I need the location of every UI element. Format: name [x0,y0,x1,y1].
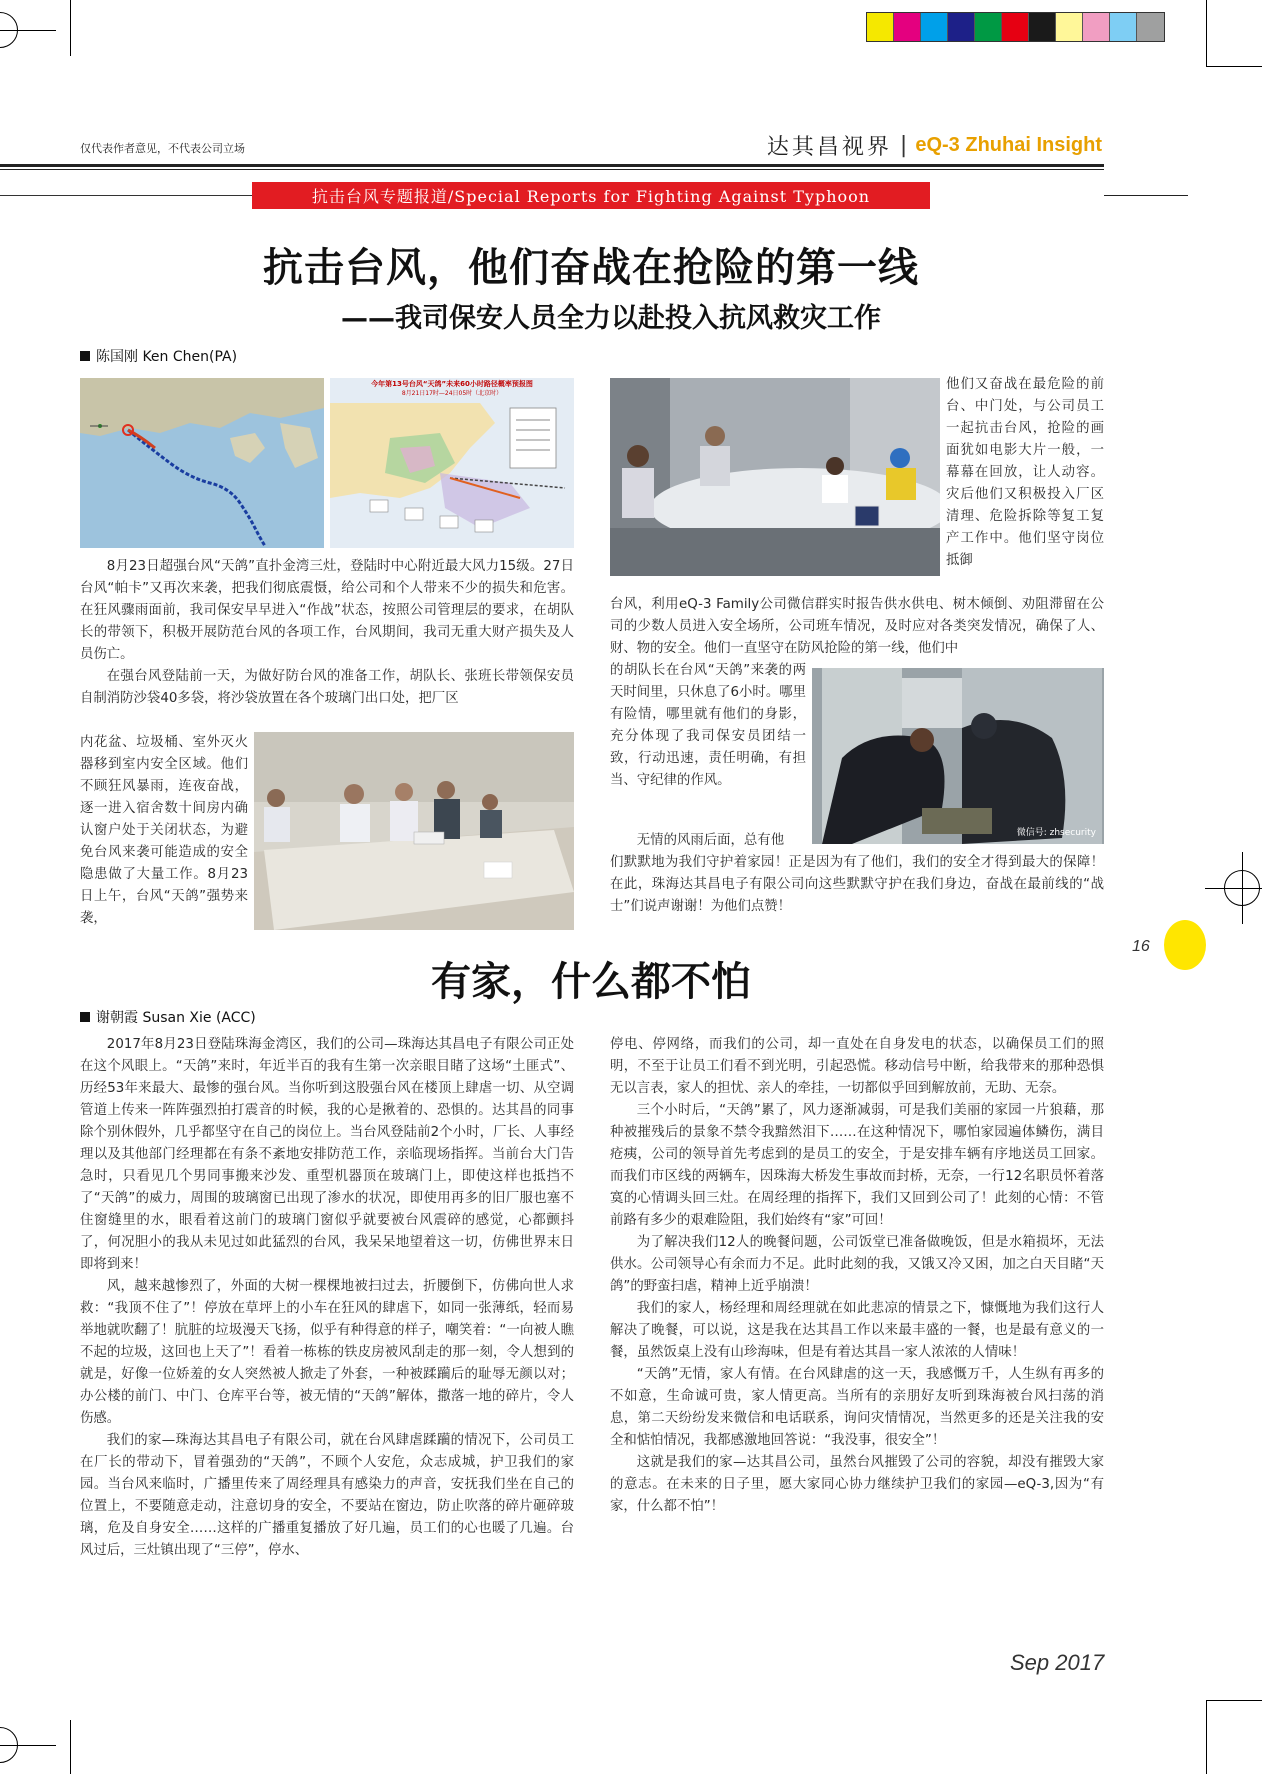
sandbag-door-photo [812,668,1104,844]
paragraph: 的胡队长在台风“天鸽”来袭的两天时间里，只休息了6小时。哪里有险情，哪里就有他们的身影，充分体现了我司保安员团结一致，行动迅速，责任明确，有担当、守纪律的作风。 [610,663,806,788]
author-byline [80,346,237,366]
banner-line [1104,195,1188,196]
article-subtitle: ——我司保安人员全力以赴投入抗风救灾工作 [341,303,881,334]
article1-right-closing-text [610,852,1104,918]
article-title: 有家，什么都不怕 [431,958,751,1005]
article1-right-narrow-text [946,374,1104,572]
page-number: 16 [1132,938,1150,955]
section-banner: 抗击台风专题报道/Special Reports for Fighting Against Typhoon [252,182,930,209]
wechat-watermark: 微信号: zhsecurity [1016,828,1096,838]
header-rule [0,164,1104,167]
paragraph: 停电、停网络，而我们的公司，却一直处在自身发电的状态，以确保员工们的照明，不至于让员工们看不到光明，引起恐慌。移动信号中断，给我带来的那种恐惧无以言表，家人的担忧、亲人的牵挂，一切都似乎回到解放前，无助、无奈。 [610,1037,1104,1096]
author-name: 谢朝霞 Susan Xie (ACC) [96,1010,256,1026]
color-calibration-bar [866,12,1165,42]
paragraph: 风，越来越惨烈了，外面的大树一棵棵地被扫过去，折腰倒下，仿佛向世人求救：“我顶不住了”！停放在草坪上的小车在狂风的肆虐下，如同一张薄纸，轻而易举地就吹翻了！肮脏的垃圾漫天飞扬，似乎有种得意的样子，嘲笑着：“一向被人瞧不起的垃圾，这回也上天了”！看着一栋栋的铁皮房被风刮走的那一刻，令人想到的就是，好像一位娇羞的女人突然被人掀走了外套，一种被蹂躏后的耻辱无颜以对；办公楼的前门、中门、仓库平台等，被无情的“天鸽”解体，撒落一地的碎片，令人伤感。 [80,1279,574,1426]
color-swatch [867,13,894,41]
brand-english: eQ-3 Zhuhai Insight [915,134,1102,156]
article-title: 抗击台风，他们奋战在抢险的第一线 [263,244,919,291]
paragraph: 我们的家—珠海达其昌电子有限公司，就在台风肆虐蹂躏的情况下，公司员工在厂长的带动下，冒着强劲的“天鸽”，不顾个人安危，众志成城，护卫我们的家园。当台风来临时，广播里传来了周经理具有感染力的声音，安抚我们坐在自己的位置上，不要随意走动，注意切身的安全，不要站在窗边，防止吹落的碎片砸碎玻璃，危及自身安全……这样的广播重复播放了好几遍，员工们的心也暖了几遍。台风过后，三灶镇出现了“三停”，停水、 [80,1433,574,1558]
bullet-square [80,1012,90,1022]
color-swatch [1110,13,1137,41]
paragraph: 台风，利用eQ-3 Family公司微信群实时报告供水供电、树木倾倒、劝阻滞留在公司的少数人员进入安全场所，公司班车情况，及时应对各类突发情况，确保了人、财、物的安全。他们一直坚守在防风抢险的第一线，他们中 [610,597,1104,656]
color-swatch [948,13,975,41]
typhoon-forecast-map [330,378,574,548]
crop-mark [1206,66,1262,67]
security-team-photo [610,378,940,576]
color-swatch [1029,13,1056,41]
crop-mark [1205,888,1262,889]
color-swatch [894,13,921,41]
registration-mark [0,12,18,48]
paragraph: 无情的风雨后面，总有他 [636,833,785,848]
color-swatch [1056,13,1083,41]
header-rule [0,169,1104,170]
map-date: 8月21日17时—24日05时（北京时） [401,390,503,397]
paragraph: 为了解决我们12人的晚餐问题，公司饭堂已准备做晚饭，但是水箱损坏，无法供水。公司领导心有余而力不足。此时此刻的我，又饿又冷又困，加之白天目睹“天鸽”的野蛮扫虐，精神上近乎崩溃！ [610,1235,1104,1294]
typhoon-track-map [80,378,324,548]
map-title: 今年第13号台风“天鸽”未来60小时路径概率预报图 [371,380,533,388]
paragraph: 这就是我们的家—达其昌公司，虽然台风摧毁了公司的容貌，却没有摧毁大家的意志。在未来的日子里，愿大家同心协力继续护卫我们的家园—eQ-3,因为“有家，什么都不怕”！ [610,1455,1104,1514]
banner-line [0,195,252,196]
paragraph: 8月23日超强台风“天鸽”直扑金湾三灶，登陆时中心附近最大风力15级。27日台风“帕卡”又再次来袭，把我们彻底震慑，给公司和个人带来不少的损失和危害。在狂风骤雨面前，我司保安早早进入“作战”状态，按照公司管理层的要求，在胡队长的带领下，积极开展防范台风的各项工作，台风期间，我司无重大财产损失及人员伤亡。 [80,559,574,662]
issue-date: Sep 2017 [1010,1650,1105,1675]
color-swatch [1137,13,1164,41]
article2-right-column [610,1034,1104,1518]
crop-mark [1206,0,1207,66]
article1-left-narrow-text [80,732,248,930]
author-byline [80,1007,256,1027]
color-swatch [921,13,948,41]
crop-mark [1206,1700,1262,1701]
author-name: 陈国刚 Ken Chen(PA) [96,349,238,365]
color-swatch [975,13,1002,41]
paragraph: “天鸽”无情，家人有情。在台风肆虐的这一天，我感慨万千，人生纵有再多的不如意，生命诚可贵，家人情更高。当所有的亲朋好友听到珠海被台风扫荡的消息，第二天纷纷发来微信和电话联系，询问灾情情况，当然更多的还是关注我的安全和惦怕情况，我都感激地回答说：“我没事，很安全”！ [610,1367,1104,1448]
meeting-photo [254,732,574,930]
paragraph: 在强台风登陆前一天，为做好防台风的准备工作，胡队长、张班长带领保安员自制消防沙袋40多袋，将沙袋放置在各个玻璃门出口处，把厂区 [80,669,574,706]
paragraph: 我们的家人，杨经理和周经理就在如此悲凉的情景之下，慷慨地为我们这行人解决了晚餐，可以说，这是我在达其昌工作以来最丰盛的一餐，也是最有意义的一餐，虽然饭桌上没有山珍海味，但是有着达其昌一家人浓浓的人情味！ [610,1301,1104,1360]
brand-chinese: 达其昌视界 [766,135,892,160]
bullet-square [80,351,90,361]
disclaimer-note: 仅代表作者意见，不代表公司立场 [80,142,245,155]
crop-mark [70,1720,71,1774]
crop-mark [1206,1700,1207,1774]
article2-left-column [80,1034,574,1562]
brand-separator: | [899,133,908,158]
article1-right-narrow-text-3 [610,830,806,852]
paragraph: 内花盆、垃圾桶、室外灭火器移到室内安全区域。他们不顾狂风暴雨，连夜奋战，逐一进入宿舍数十间房内确认窗户处于关闭状态，为避免台风来袭可能造成的安全隐患做了大量工作。8月23日上午，台风“天鸽”强势来袭， [80,735,248,926]
registration-mark [0,1727,18,1763]
article1-right-narrow-text-2 [610,660,806,792]
crop-mark [70,0,71,56]
paragraph: 他们又奋战在最危险的前台、中门处，与公司员工一起抗击台风，抢险的画面犹如电影大片一般，一幕幕在回放，让人动容。灾后他们又积极投入厂区清理、危险拆除等复工复产工作中。他们坚守岗位抵御 [946,377,1104,568]
paragraph: 们默默地为我们守护着家园！正是因为有了他们，我们的安全才得到最大的保障！在此，珠海达其昌电子有限公司向这些默默守护在我们身边，奋战在最前线的“战士”们说声谢谢！为他们点赞！ [610,855,1104,914]
paragraph: 2017年8月23日登陆珠海金湾区，我们的公司—珠海达其昌电子有限公司正处在这个风眼上。“天鸽”来时，年近半百的我有生第一次亲眼目睹了这场“土匪式”、历经53年来最大、最惨的强台风。当你听到这股强台风在楼顶上肆虐一切、从空调管道上传来一阵阵强烈拍打震音的时候，我的心是揪着的、恐惧的。达其昌的同事除个别休假外，几乎都坚守在自己的岗位上。当台风登陆前2个小时，厂长、人事经理以及其他部门经理都在有条不紊地安排防范工作，亲临现场指挥。当前台大门告急时，只看见几个男同事搬来沙发、重型机器顶在玻璃门上，即使这样也抵挡不了“天鸽”的威力，周围的玻璃窗已出现了渗水的状况，即使用再多的旧厂服也塞不住窗缝里的水，眼看着这前门的玻璃门窗似乎就要被台风震碎的感觉，心都颤抖了，何况胆小的我从未见过如此猛烈的台风，我呆呆地望着这一切，仿佛世界末日即将到来！ [80,1037,574,1272]
color-swatch [1002,13,1029,41]
article1-left-text [80,556,574,710]
article1-right-full-text [610,594,1104,660]
paragraph: 三个小时后，“天鸽”累了，风力逐渐减弱，可是我们美丽的家园一片狼藉，那种被摧残后的景象不禁令我黯然泪下……在这种情况下，哪怕家园遍体鳞伤，满目疮痍，公司的领导首先考虑到的是员工的安全，于是安排车辆有序地送员工回家。而我们市区线的两辆车，因珠海大桥发生事故而封桥，无奈，一行12名职员怀着落寞的心情调头回三灶。在周经理的指挥下，我们又回到公司了！此刻的心情：不管前路有多少的艰难险阻，我们始终有“家”可回！ [610,1103,1104,1228]
color-swatch [1083,13,1110,41]
magazine-brand [767,130,1102,161]
crop-mark [1242,852,1243,924]
